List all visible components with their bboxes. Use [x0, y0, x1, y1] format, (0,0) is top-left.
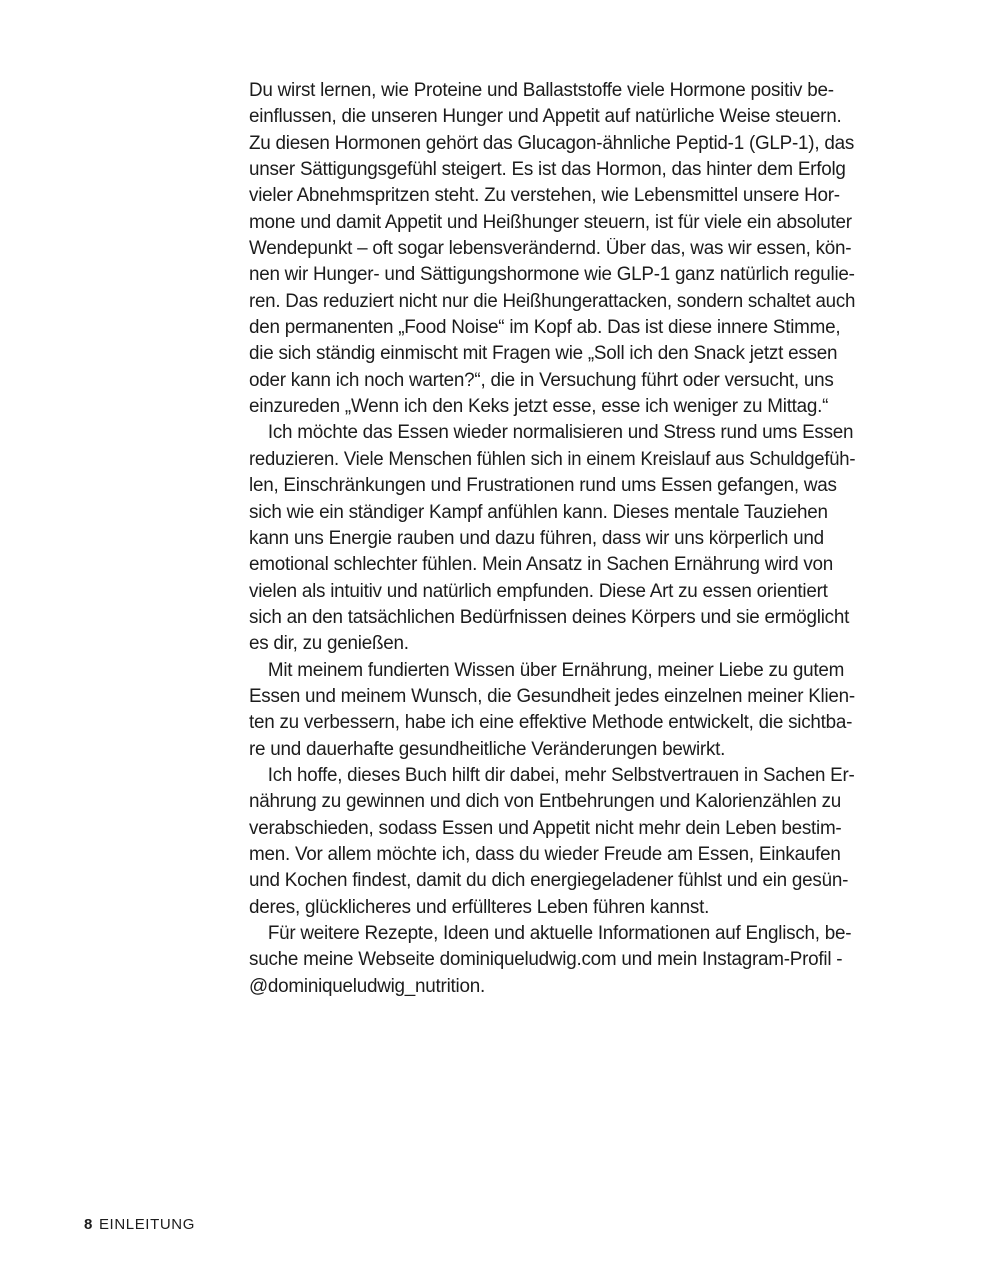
text-line: einzureden „Wenn ich den Keks jetzt esse, esse ich weniger zu Mittag.“ — [249, 396, 829, 418]
page-number: 8 — [84, 1216, 93, 1233]
text-line: ren. Das reduziert nicht nur die Heißhungerattacken, sondern schaltet auch — [249, 290, 856, 312]
text-line: ten zu verbessern, habe ich eine effektive Methode entwickelt, die sichtba- — [249, 712, 853, 734]
text-line: len, Einschränkungen und Frustrationen rund ums Essen gefangen, was — [249, 475, 837, 497]
text-line: suche meine Webseite dominiqueludwig.com und mein Instagram-Profil - — [249, 949, 843, 971]
text-line: einflussen, die unseren Hunger und Appetit auf natürliche Weise steuern. — [249, 106, 842, 128]
text-line: Mit meinem fundierten Wissen über Ernährung, meiner Liebe zu gutem — [267, 659, 845, 681]
text-line: es dir, zu genießen. — [249, 633, 409, 655]
text-line: verabschieden, sodass Essen und Appetit nicht mehr dein Leben bestim- — [249, 817, 842, 839]
text-line: kann uns Energie rauben und dazu führen, dass wir uns körperlich und — [249, 527, 824, 549]
text-line: und Kochen findest, damit du dich energiegeladener fühlst und ein gesün- — [249, 870, 849, 892]
text-line: vieler Abnehmspritzen steht. Zu verstehen, wie Lebensmittel unsere Hor- — [249, 185, 840, 207]
text-line: nen wir Hunger- und Sättigungshormone wie GLP-1 ganz natürlich regulie- — [249, 264, 855, 286]
text-line: deres, glücklicheres und erfüllteres Leben führen kannst. — [249, 896, 710, 918]
text-line: emotional schlechter fühlen. Mein Ansatz in Sachen Ernährung wird von — [249, 554, 834, 576]
text-line: oder kann ich noch warten?“, die in Versuchung führt oder versucht, uns — [249, 369, 834, 391]
text-line: re und dauerhafte gesundheitliche Veränderungen bewirkt. — [249, 738, 726, 760]
page-footer — [84, 1216, 195, 1233]
text-line: reduzieren. Viele Menschen fühlen sich in einem Kreislauf aus Schuldgefüh- — [249, 448, 856, 470]
text-line: Du wirst lernen, wie Proteine und Ballaststoffe viele Hormone positiv be- — [249, 80, 834, 101]
text-line: Zu diesen Hormonen gehört das Glucagon-ähnliche Peptid-1 (GLP-1), das — [249, 132, 855, 154]
text-line: sich an den tatsächlichen Bedürfnissen deines Körpers und sie ermöglicht — [249, 606, 850, 628]
text-line: vielen als intuitiv und natürlich empfunden. Diese Art zu essen orientiert — [249, 580, 828, 602]
text-line: men. Vor allem möchte ich, dass du wieder Freude am Essen, Einkaufen — [249, 843, 841, 865]
text-line: sich wie ein ständiger Kampf anfühlen kann. Dieses mentale Tauziehen — [249, 501, 828, 523]
section-label: EINLEITUNG — [98, 1216, 195, 1233]
text-line: Ich hoffe, dieses Buch hilft dir dabei, mehr Selbstvertrauen in Sachen Er- — [267, 764, 855, 786]
text-line: mone und damit Appetit und Heißhunger steuern, ist für viele ein absoluter — [249, 211, 852, 233]
body-text — [249, 78, 859, 1000]
text-line: Ich möchte das Essen wieder normalisieren und Stress rund ums Essen — [267, 422, 854, 444]
text-line: Für weitere Rezepte, Ideen und aktuelle Informationen auf Englisch, be- — [267, 923, 852, 944]
text-line: den permanenten „Food Noise“ im Kopf ab. Das ist diese innere Stimme, — [249, 317, 841, 339]
text-line: Essen und meinem Wunsch, die Gesundheit jedes einzelnen meiner Klien- — [249, 685, 855, 707]
text-line: nährung zu gewinnen und dich von Entbehrungen und Kalorienzählen zu — [249, 791, 842, 813]
text-line: unser Sättigungsgefühl steigert. Es ist das Hormon, das hinter dem Erfolg — [249, 159, 846, 181]
text-line: die sich ständig einmischt mit Fragen wie „Soll ich den Snack jetzt essen — [249, 343, 838, 365]
text-line: @dominiqueludwig_nutrition. — [249, 975, 485, 997]
text-line: Wendepunkt – oft sogar lebensverändernd. Über das, was wir essen, kön- — [249, 238, 852, 260]
